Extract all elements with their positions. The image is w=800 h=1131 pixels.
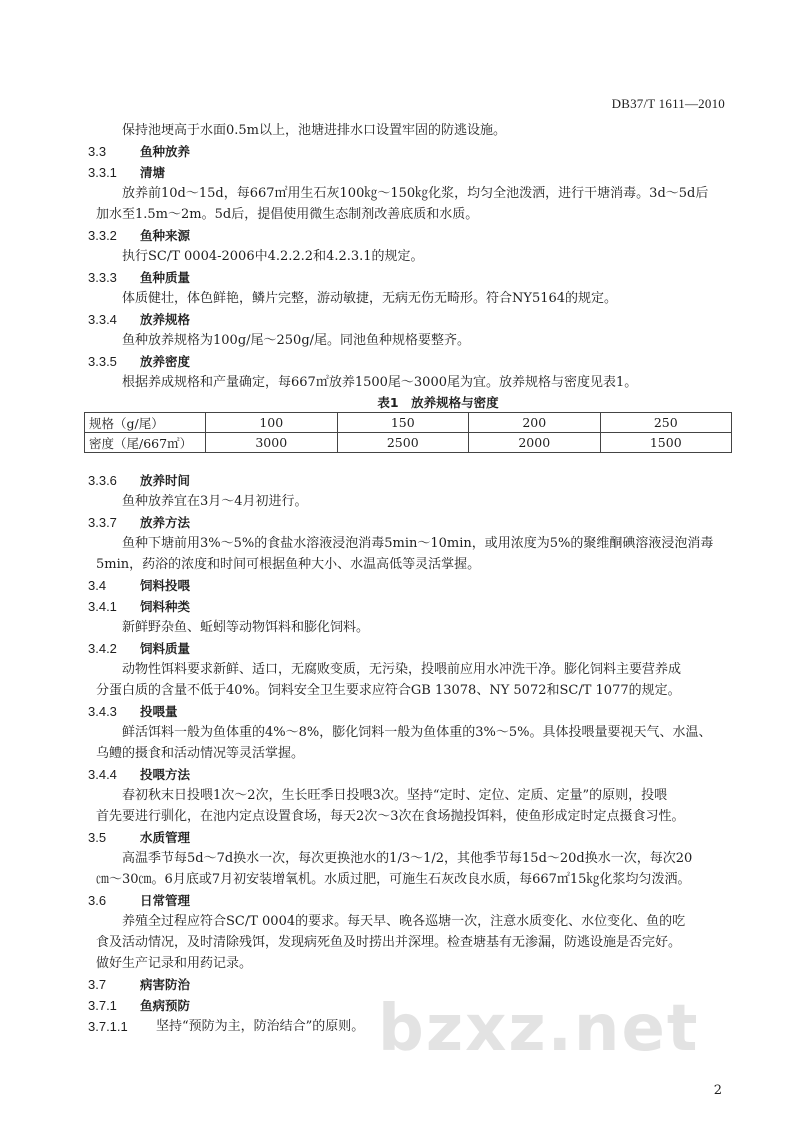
table-cell: 200 — [469, 413, 601, 433]
section-title: 鱼种质量 — [140, 270, 191, 285]
section-number: 3.3.3 — [88, 270, 117, 285]
section-number: 3.4.4 — [88, 767, 117, 782]
table-cell: 100 — [206, 413, 338, 433]
paragraph-continuation: 乌鳢的摄食和活动情况等灵活掌握。 — [96, 746, 305, 761]
row-header: 密度（尾/667㎡） — [85, 433, 206, 453]
section-title: 病害防治 — [140, 977, 191, 992]
watermark: bzxz.net — [378, 992, 700, 1066]
section-title: 放养密度 — [140, 354, 191, 369]
table-cell: 2500 — [337, 433, 469, 453]
section-number: 3.3.1 — [88, 165, 117, 180]
section-title: 水质管理 — [140, 830, 191, 845]
paragraph-continuation: 首先要进行驯化，在池内定点设置食场，每天2次～3次在食场抛投饵料，使鱼形成定时定点摄食习性。 — [96, 809, 685, 824]
section-title: 清塘 — [140, 165, 166, 180]
section-number: 3.3.4 — [88, 312, 117, 327]
table-cell: 150 — [337, 413, 469, 433]
section-heading — [88, 575, 728, 596]
paragraph-continuation: 食及活动情况，及时清除残饵，发现病死鱼及时捞出并深埋。检查塘基有无渗漏，防逃设施是否完好。 — [96, 935, 682, 950]
section-title: 放养规格 — [140, 312, 191, 327]
paragraph-line: 鱼种放养宜在3月～4月初进行。 — [122, 494, 308, 509]
paragraph-continuation: 做好生产记录和用药记录。 — [96, 956, 253, 971]
table-caption: 表1 放养规格与密度 — [377, 395, 499, 410]
section-heading — [88, 267, 728, 288]
section-title: 鱼种来源 — [140, 228, 191, 243]
paragraph-continuation: ㎝～30㎝。6月底或7月初安装增氧机。水质过肥，可施生石灰改良水质，每667㎡15㎏化浆均匀泼洒。 — [96, 872, 691, 887]
paragraph-line: 鲜活饵料一般为鱼体重的4%～8%，膨化饲料一般为鱼体重的3%～5%。具体投喂量要视天气、水温、 — [122, 725, 712, 740]
paragraph-line: 体质健壮，体色鲜艳，鳞片完整，游动敏捷，无病无伤无畸形。符合NY5164的规定。 — [122, 291, 618, 306]
paragraph-line: 鱼种放养规格为100g/尾～250g/尾。同池鱼种规格要整齐。 — [122, 333, 471, 348]
document-body — [88, 120, 728, 1037]
section-heading — [88, 827, 728, 848]
paragraph-line: 新鲜野杂鱼、蚯蚓等动物饵料和膨化饲料。 — [122, 620, 370, 635]
paragraph-line: 放养前10d～15d，每667㎡用生石灰100㎏～150㎏化浆，均匀全池泼洒，进行干塘消毒。3d～5d后 — [122, 186, 709, 201]
paragraph-line: 鱼种下塘前用3%～5%的食盐水溶液浸泡消毒5min～10min，或用浓度为5%的聚维酮碘溶液浸泡消毒 — [122, 536, 714, 551]
paragraph-line: 养殖全过程应符合SC/T 0004的要求。每天早、晚各巡塘一次，注意水质变化、水位变化、鱼的吃 — [122, 914, 686, 929]
section-number: 3.3.5 — [88, 354, 117, 369]
table-row — [85, 413, 732, 433]
section-title: 饲料投喂 — [140, 578, 191, 593]
section-number: 3.4.1 — [88, 599, 117, 614]
section-heading — [88, 596, 728, 617]
paragraph-continuation: 加水至1.5m～2m。5d后，提倡使用微生态制剂改善底质和水质。 — [96, 207, 479, 222]
section-title: 放养时间 — [140, 473, 191, 488]
section-3-3-text — [88, 120, 728, 393]
row-header: 规格（g/尾） — [85, 413, 206, 433]
section-heading — [88, 309, 728, 330]
section-number: 3.7.1 — [88, 998, 117, 1013]
section-3-3-6-to-3-7-text — [88, 470, 728, 1037]
section-title: 饲料质量 — [140, 641, 191, 656]
paragraph-continuation: 5min，药浴的浓度和时间可根据鱼种大小、水温高低等灵活掌握。 — [96, 557, 481, 572]
paragraph-line: 动物性饵料要求新鲜、适口，无腐败变质，无污染，投喂前应用水冲洗干净。膨化饲料主要营养成 — [122, 662, 682, 677]
section-number: 3.7 — [88, 977, 107, 992]
section-heading — [88, 351, 728, 372]
table-cell: 250 — [600, 413, 732, 433]
section-title: 日常管理 — [140, 893, 191, 908]
section-heading — [88, 470, 728, 491]
section-heading — [88, 225, 728, 246]
table-cell: 1500 — [600, 433, 732, 453]
table-cell: 2000 — [469, 433, 601, 453]
page-number: 2 — [713, 1083, 722, 1098]
section-number: 3.3.2 — [88, 228, 117, 243]
section-heading — [88, 141, 728, 162]
section-number: 3.5 — [88, 830, 107, 845]
section-number: 3.4 — [88, 578, 107, 593]
table-cell: 3000 — [206, 433, 338, 453]
section-number: 3.4.3 — [88, 704, 117, 719]
document-code: DB37/T 1611—2010 — [611, 96, 725, 111]
section-heading — [88, 701, 728, 722]
section-number: 3.3 — [88, 144, 107, 159]
paragraph-line: 保持池埂高于水面0.5m以上，池塘进排水口设置牢固的防逃设施。 — [122, 123, 507, 138]
section-title: 鱼病预防 — [140, 998, 191, 1013]
paragraph-continuation: 分蛋白质的含量不低于40%。饲料安全卫生要求应符合GB 13078、NY 5072和SC/T 1077的规定。 — [96, 683, 681, 698]
section-title: 放养方法 — [140, 515, 191, 530]
clause-text: 坚持“预防为主，防治结合”的原则。 — [156, 1019, 365, 1034]
section-title: 投喂方法 — [140, 767, 191, 782]
paragraph-line: 根据养成规格和产量确定，每667㎡放养1500尾～3000尾为宜。放养规格与密度见表1。 — [122, 375, 638, 390]
section-title: 鱼种放养 — [140, 144, 191, 159]
section-title: 饲料种类 — [140, 599, 191, 614]
section-number: 3.3.6 — [88, 473, 117, 488]
stocking-spec-table — [84, 412, 732, 453]
paragraph-line: 春初秋末日投喂1次～2次，生长旺季日投喂3次。坚持“定时、定位、定质、定量”的原则，投喂 — [122, 788, 668, 803]
section-heading — [88, 162, 728, 183]
section-title: 投喂量 — [140, 704, 178, 719]
section-heading — [88, 764, 728, 785]
paragraph-line: 高温季节每5d～7d换水一次，每次更换池水的1/3～1/2，其他季节每15d～20d换水一次，每次20 — [122, 851, 693, 866]
section-heading — [88, 890, 728, 911]
paragraph-line: 执行SC/T 0004-2006中4.2.2.2和4.2.3.1的规定。 — [122, 249, 424, 264]
section-number: 3.6 — [88, 893, 107, 908]
section-heading — [88, 638, 728, 659]
section-number: 3.4.2 — [88, 641, 117, 656]
section-number: 3.3.7 — [88, 515, 117, 530]
table-row — [85, 433, 732, 453]
section-heading — [88, 512, 728, 533]
clause-number: 3.7.1.1 — [88, 1019, 128, 1034]
